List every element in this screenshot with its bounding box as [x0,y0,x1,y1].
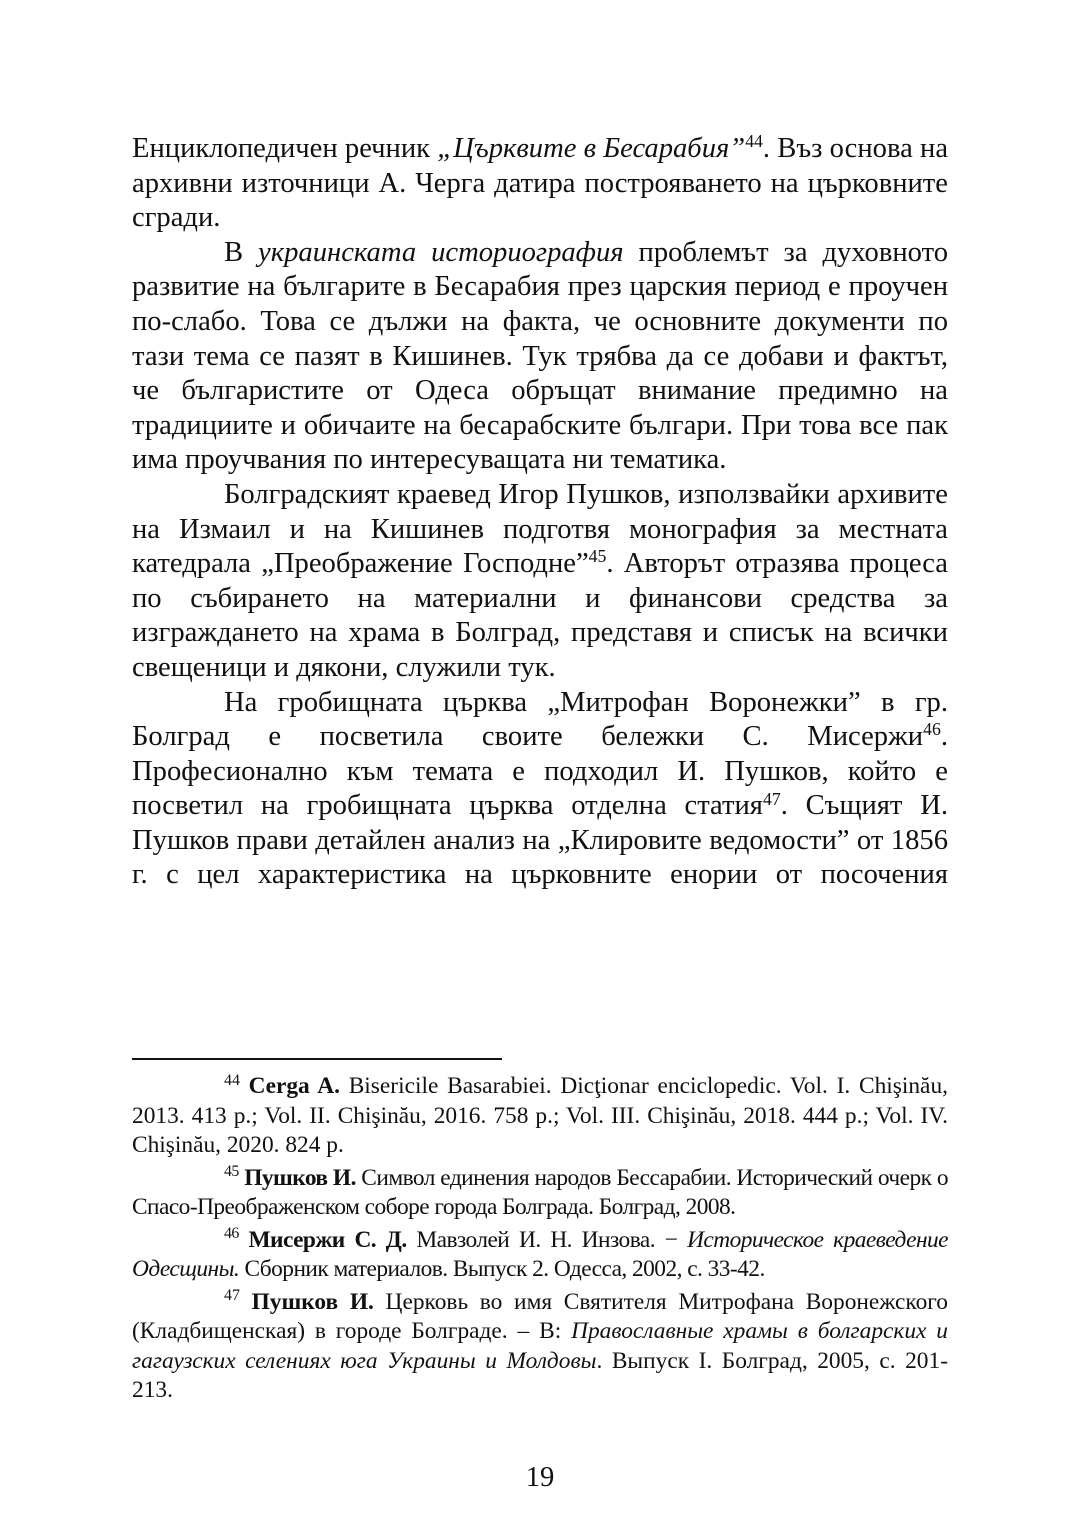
footnote-ref-47[interactable]: 47 [762,788,781,809]
paragraph-text: . Същият И. Пушков прави детайлен анализ на „Клировите ведомости” от 1856 г. с цел характеристика на църковните енории от посочения [132,790,948,891]
footnote-number: 45 [224,1163,239,1181]
footnote-number: 44 [224,1071,240,1089]
paragraph-text: На гробищната църква „Митрофан Воронежки” в гр. Болград е посветила своите бележки С. Мисержи [132,686,948,753]
footnote-47 [132,1288,948,1406]
paragraph-text: . Авторът отразява процеса по събирането на материални и финансови средства за изграждането на храма в Болград, представя и списък на всички свещеници и дякони, служили тук. [132,548,948,683]
footnote-ref-44[interactable]: 44 [745,131,763,152]
paragraph-1 [132,132,948,236]
footnote-text: Bisericile Basarabiei. Dicţionar enciclopedic. Vol. I. Chişinău, 2013. 413 p.; Vol. II. Chişinău, 2016. 758 p.; Vol. III. Chişinău, 2018. 444 p.; Vol. IV. Chişinău, 2020. 824 p. [132,1073,948,1158]
paragraph-text: . Професионално към темата е подходил И. Пушков, който е посветил на гробищната църква отделна статия [132,721,948,822]
footnote-number: 46 [224,1225,239,1243]
footnote-text: Мавзолей И. Н. Инзова. − [406,1226,688,1253]
italic-term: украинската историография [258,236,624,268]
footnote-45 [132,1164,948,1223]
paragraph-2 [132,236,948,478]
footnote-author: Пушков И. [251,1288,374,1315]
footnote-number: 47 [224,1287,240,1305]
footnote-text: . Выпуск I. Болград, 2005, с. 201-213. [132,1347,948,1403]
paragraph-4 [132,686,948,894]
paragraph-text: Болградският краевед Игор Пушков, използвайки архивите на Измаил и на Кишинев подготвя монография за местната катедрала „Преображение Господне” [132,478,948,580]
footnote-ref-46[interactable]: 46 [923,719,941,740]
paragraph-text: Енциклопедичен речник [132,133,438,164]
footnote-text: Церковь во имя Святителя Митрофана Воронежского (Кладбищенская) в городе Болграде. – В: [132,1288,948,1344]
paragraph-text: В [224,236,259,268]
paragraph-text: . Въз основа на архивни източници А. Черга датира построяването на църковните сгради. [132,133,949,234]
footnote-46 [132,1226,948,1285]
footnote-italic-title: Православные храмы в болгарских и гагаузских селениях юга Украины и Молдовы [132,1318,948,1374]
footnote-ref-45[interactable]: 45 [588,546,607,567]
footnote-italic-title: Историческое краеведение Одесщины. [132,1226,948,1282]
footnote-author: Мисержи С. Д. [248,1226,407,1253]
footnote-author: Пушков И. [244,1164,356,1191]
paragraph-text: проблемът за духовното развитие на българите в Бесарабия през царския период е проучен по-слабо. Това се дължи на факта, че основните документи по тази тема се пазят в Кишинев. Тук трябва да се добави и фактът, че българистите от Одеса обръщат внимание предимно на традициите и обичаите на бесарабските българи. При това все пак има проучвания по интересуващата ни тематика. [132,236,948,476]
page-number: 19 [525,1462,555,1493]
footnote-separator [132,1058,502,1060]
footnote-text: Символ единения народов Бессарабии. Исторический очерк о Спасо-Преображенском соборе города Болграда. Болград, 2008. [132,1164,948,1220]
main-text [132,132,948,893]
paragraph-3 [132,478,948,686]
italic-title: „Църквите в Бесарабия” [437,133,746,164]
footnote-text: Сборник материалов. Выпуск 2. Одесса, 2002, с. 33-42. [239,1256,765,1282]
footnote-author: Cerga A. [248,1073,340,1099]
footnote-44 [132,1072,948,1161]
footnotes [132,1072,948,1409]
